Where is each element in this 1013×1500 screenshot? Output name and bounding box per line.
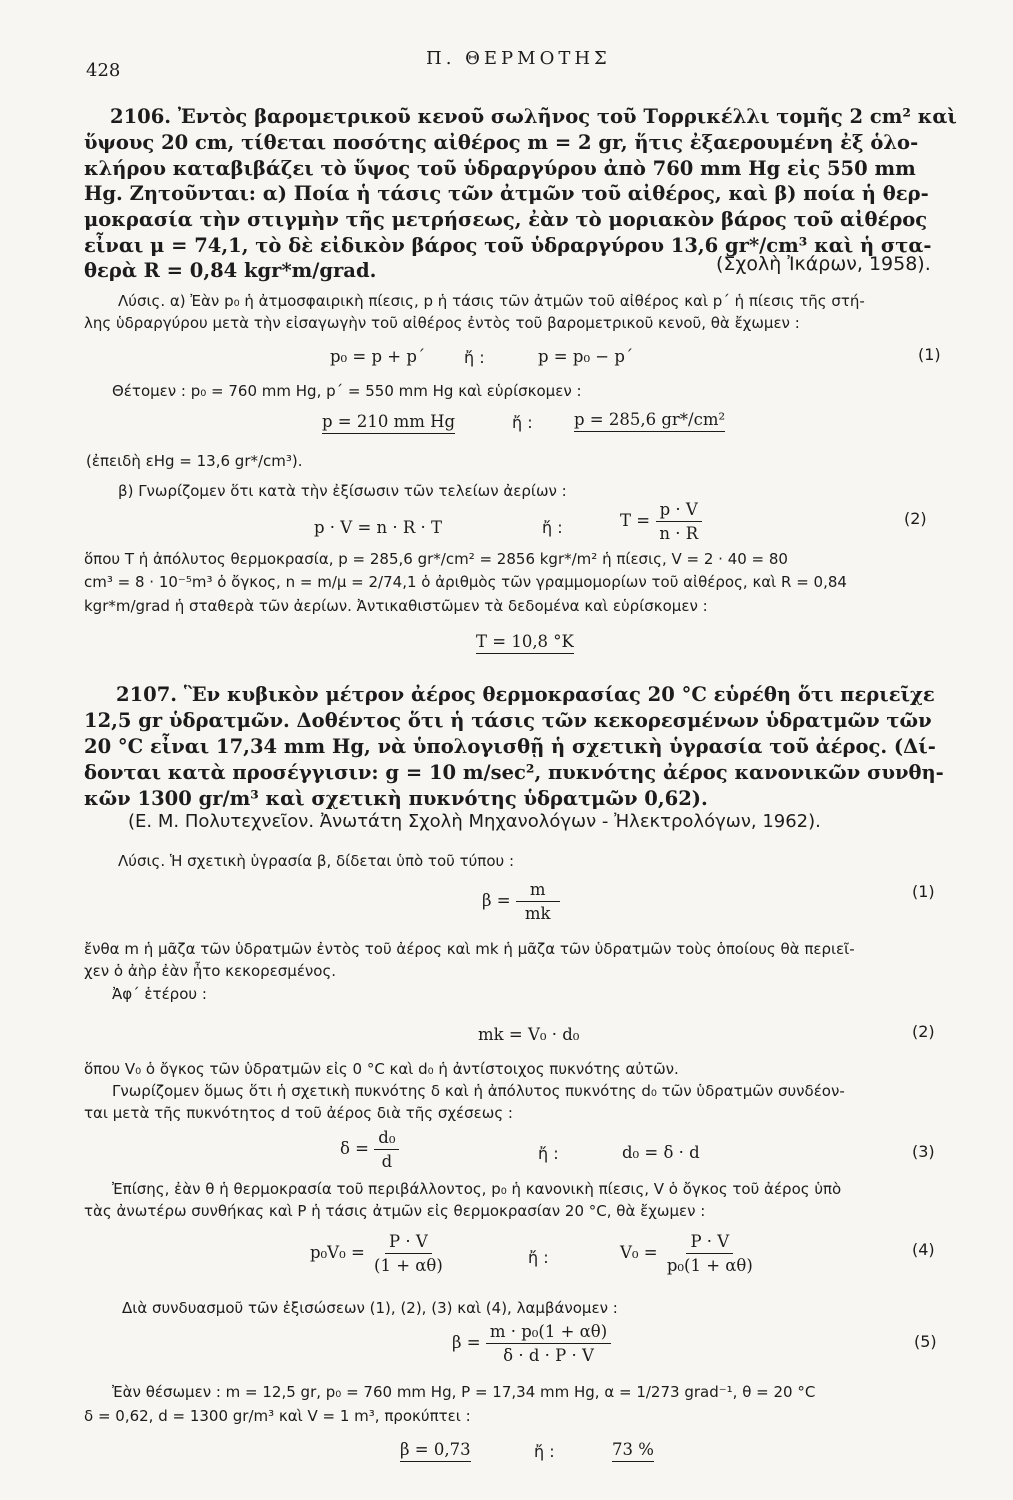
equation-3-4-fraction-right: $\frac{P \cdot V}{\text{p₀(1 + αθ)}}$ [666, 1232, 753, 1275]
problem-2106-source: (Σχολὴ Ἰκάρων, 1958). [716, 253, 931, 275]
problem-2106-line-6: εἶναι μ = 74,1, τὸ δὲ εἰδικὸν βάρος τοῦ ὑδραργύρου 13,6 gr*/cm³ καὶ ἡ στα- [84, 234, 932, 257]
problem-2107-line-3: 20 °C εἶναι 17,34 mm Hg, νὰ ὑπολογισθῇ ἡ σχετικὴ ὑγρασία τοῦ ἀέρος. (Δί- [84, 735, 936, 758]
equation-3-2-tag: (2) [912, 1022, 935, 1041]
result-a-or: ἤ : [512, 413, 533, 432]
equation-3-4-fraction-left: $\frac{P \cdot V}{(1 + \alpha\theta)}$ [374, 1232, 443, 1275]
result-a-pressure: p = 285,6 gr*/cm² [574, 410, 725, 429]
problem-2107-line-2: 12,5 gr ὑδρατμῶν. Δοθέντος ὅτι ἡ τάσις τῶν κεκορεσμένων ὑδρατμῶν τῶν [84, 709, 932, 732]
solution-2107-where-2: ὅπου V₀ ὁ ὄγκος τῶν ὑδρατμῶν εἰς 0 °C καὶ d₀ ἡ ἀντίστοιχος πυκνότης αὐτῶν. [84, 1060, 679, 1078]
equation-3-4-left: p₀V₀ = $\frac{P \cdot V}{(1 + \alpha\theta)}$ [310, 1232, 447, 1275]
problem-2106-line-4: Hg. Ζητοῦνται: α) Ποία ἡ τάσις τῶν ἀτμῶν τοῦ αἰθέρος, καὶ β) ποία ἡ θερ- [84, 182, 929, 205]
equation-3-3-tag: (3) [912, 1142, 935, 1161]
final-result-beta: β = 0,73 [400, 1440, 471, 1459]
equation-3-4-right: V₀ = $\frac{P \cdot V}{\text{p₀(1 + αθ)}}$ [620, 1232, 757, 1275]
equation-3-5-tag: (5) [914, 1332, 937, 1351]
equation-3-3-left: δ = $\frac{\text{d₀}}{d}$ [340, 1128, 399, 1171]
equation-2-fraction: $\frac{p \cdot V}{n \cdot R}$ [655, 500, 702, 543]
equation-3-1-fraction: $\frac{m}{mk}$ [516, 880, 560, 923]
solution-2107-where-1a: ἔνθα m ἡ μᾶζα τῶν ὑδρατμῶν ἐντὸς τοῦ ἀέρος καὶ mk ἡ μᾶζα τῶν ὑδρατμῶν τοὺς ὁποίους θὰ περιεῖ- [84, 940, 855, 958]
equation-3-3-or: ἤ : [538, 1144, 559, 1163]
problem-2107-source: (Ε. Μ. Πολυτεχνεῖον. Ἀνωτάτη Σχολὴ Μηχανολόγων - Ἠλεκτρολόγων, 1962). [128, 811, 821, 832]
solution-2106-intro-1: Λύσις. α) Ἐὰν p₀ ἡ ἀτμοσφαιρικὴ πίεσις, p ἡ τάσις τῶν ἀτμῶν τοῦ αἰθέρος καὶ p΄ ἡ πίεσις τῆς στή- [118, 292, 865, 310]
solution-2106-where-2: cm³ = 8 · 10⁻⁵m³ ὁ ὄγκος, n = m/μ = 2/74,1 ὁ ἀριθμὸς τῶν γραμμομορίων τοῦ αἰθέρος, καὶ R = 0,84 [84, 573, 847, 591]
equation-1-left: p₀ = p + p΄ [330, 347, 426, 366]
result-a-mmhg: p = 210 mm Hg [322, 412, 455, 431]
equation-3-3-right: d₀ = δ · d [622, 1143, 700, 1162]
solution-2106-given: Θέτομεν : p₀ = 760 mm Hg, p΄ = 550 mm Hg καὶ εὑρίσκομεν : [112, 382, 582, 400]
equation-3-2: mk = V₀ · d₀ [478, 1025, 580, 1044]
solution-2106-where-1: ὅπου T ἡ ἀπόλυτος θερμοκρασία, p = 285,6 gr*/cm² = 2856 kgr*/m² ἡ πίεσις, V = 2 · 40 = 80 [84, 550, 788, 568]
solution-2107-also-1: Ἐπίσης, ἐὰν θ ἡ θερμοκρασία τοῦ περιβάλλοντος, p₀ ἡ κανονικὴ πίεσις, V ὁ ὄγκος τοῦ ἀέρος ὑπὸ [112, 1180, 842, 1198]
solution-2107-put-1: Ἐὰν θέσωμεν : m = 12,5 gr, p₀ = 760 mm Hg, P = 17,34 mm Hg, α = 1/273 grad⁻¹, θ = 20 °C [112, 1383, 816, 1401]
equation-2-left: p · V = n · R · T [314, 518, 443, 537]
result-b-temperature: T = 10,8 °K [476, 632, 574, 651]
final-result-or: ἤ : [534, 1442, 555, 1461]
problem-2107-number: 2107. [116, 683, 178, 706]
problem-2106-line-3: κλήρου καταβιβάζει τὸ ὕψος τοῦ ὑδραργύρου ἀπὸ 760 mm Hg εἰς 550 mm [84, 157, 916, 180]
solution-2106-where-3: kgr*m/grad ἡ σταθερὰ τῶν ἀερίων. Ἀντικαθιστῶμεν τὰ δεδομένα καὶ εὑρίσκομεν : [84, 597, 708, 615]
problem-2106-line-2: ὕψους 20 cm, τίθεται ποσότης αἰθέρος m = 2 gr, ἥτις ἐξαερουμένη ἐξ ὁλο- [84, 131, 919, 154]
equation-2-or: ἤ : [542, 518, 563, 537]
equation-1-tag: (1) [918, 345, 941, 364]
equation-3-5-fraction: $\frac{\text{m · p₀(1 + αθ)}}{\delta \cdot d \cdot P \cdot V}$ [486, 1322, 611, 1365]
page-number: 428 [86, 60, 121, 81]
running-head: Π. ΘΕΡΜΟΤΗΣ [426, 48, 611, 69]
equation-3-1: β = $\frac{m}{mk}$ [482, 880, 560, 923]
solution-2107-know-2: ται μετὰ τῆς πυκνότητος d τοῦ ἀέρος διὰ τῆς σχέσεως : [84, 1104, 513, 1122]
equation-3-1-tag: (1) [912, 882, 935, 901]
final-result-percent: 73 % [612, 1440, 654, 1459]
problem-2106-line-7: θερὰ R = 0,84 kgr*m/grad. [84, 259, 377, 282]
equation-3-4-or: ἤ : [528, 1248, 549, 1267]
problem-2106-line-1: 2106. Ἐντὸς βαρομετρικοῦ κενοῦ σωλῆνος τοῦ Τορρικέλλι τομῆς 2 cm² καὶ [110, 105, 957, 128]
equation-3-3-fraction: $\frac{\text{d₀}}{d}$ [374, 1128, 399, 1171]
solution-2107-put-2: δ = 0,62, d = 1300 gr/m³ καὶ V = 1 m³, προκύπτει : [84, 1407, 471, 1425]
solution-2106-part-b: β) Γνωρίζομεν ὅτι κατὰ τὴν ἐξίσωσιν τῶν τελείων ἀερίων : [118, 482, 567, 500]
equation-1-right: p = p₀ − p΄ [538, 347, 634, 366]
solution-2107-where-1b: χεν ὁ ἀὴρ ἐὰν ἦτο κεκορεσμένος. [84, 962, 337, 980]
equation-1-or: ἤ : [464, 348, 485, 367]
solution-2107-also-2: τὰς ἀνωτέρω συνθήκας καὶ P ἡ τάσις ἀτμῶν εἰς θερμοκρασίαν 20 °C, θὰ ἔχωμεν : [84, 1202, 706, 1220]
solution-2107-know-1: Γνωρίζομεν ὅμως ὅτι ἡ σχετικὴ πυκνότης δ καὶ ἡ ἀπόλυτος πυκνότης d₀ τῶν ὑδρατμῶν συνδέον- [112, 1082, 845, 1100]
solution-2107-other: Ἀφ΄ ἑτέρου : [112, 985, 207, 1003]
problem-2107-line-5: κῶν 1300 gr/m³ καὶ σχετικὴ πυκνότης ὑδρατμῶν 0,62). [84, 787, 708, 810]
problem-2107-line-4: δονται κατὰ προσέγγισιν: g = 10 m/sec², πυκνότης ἀέρος κανονικῶν συνθη- [84, 761, 944, 784]
equation-2-right: T = $\frac{p \cdot V}{n \cdot R}$ [620, 500, 702, 543]
solution-2107-intro: Λύσις. Ἡ σχετικὴ ὑγρασία β, δίδεται ὑπὸ τοῦ τύπου : [118, 852, 515, 870]
problem-2106-line-5: μοκρασία τὴν στιγμὴν τῆς μετρήσεως, ἐὰν τὸ μοριακὸν βάρος τοῦ αἰθέρος [84, 208, 928, 231]
solution-2106-since: (ἐπειδὴ εHg = 13,6 gr*/cm³). [86, 452, 303, 470]
solution-2107-combine: Διὰ συνδυασμοῦ τῶν ἐξισώσεων (1), (2), (3) καὶ (4), λαμβάνομεν : [122, 1299, 618, 1317]
solution-2106-intro-2: λης ὑδραργύρου μετὰ τὴν εἰσαγωγὴν τοῦ αἰθέρος ἐντὸς τοῦ βαρομετρικοῦ κενοῦ, θὰ ἔχωμεν : [84, 314, 800, 332]
equation-2-tag: (2) [904, 509, 927, 528]
equation-3-5: β = $\frac{\text{m · p₀(1 + αθ)}}{\delta \cdot d \cdot P \cdot V}$ [452, 1322, 611, 1365]
problem-2107-line-1: 2107. Ἓν κυβικὸν μέτρον ἀέρος θερμοκρασίας 20 °C εὑρέθη ὅτι περιεῖχε [116, 683, 935, 706]
equation-3-4-tag: (4) [912, 1240, 935, 1259]
problem-2106-number: 2106. [110, 105, 172, 128]
